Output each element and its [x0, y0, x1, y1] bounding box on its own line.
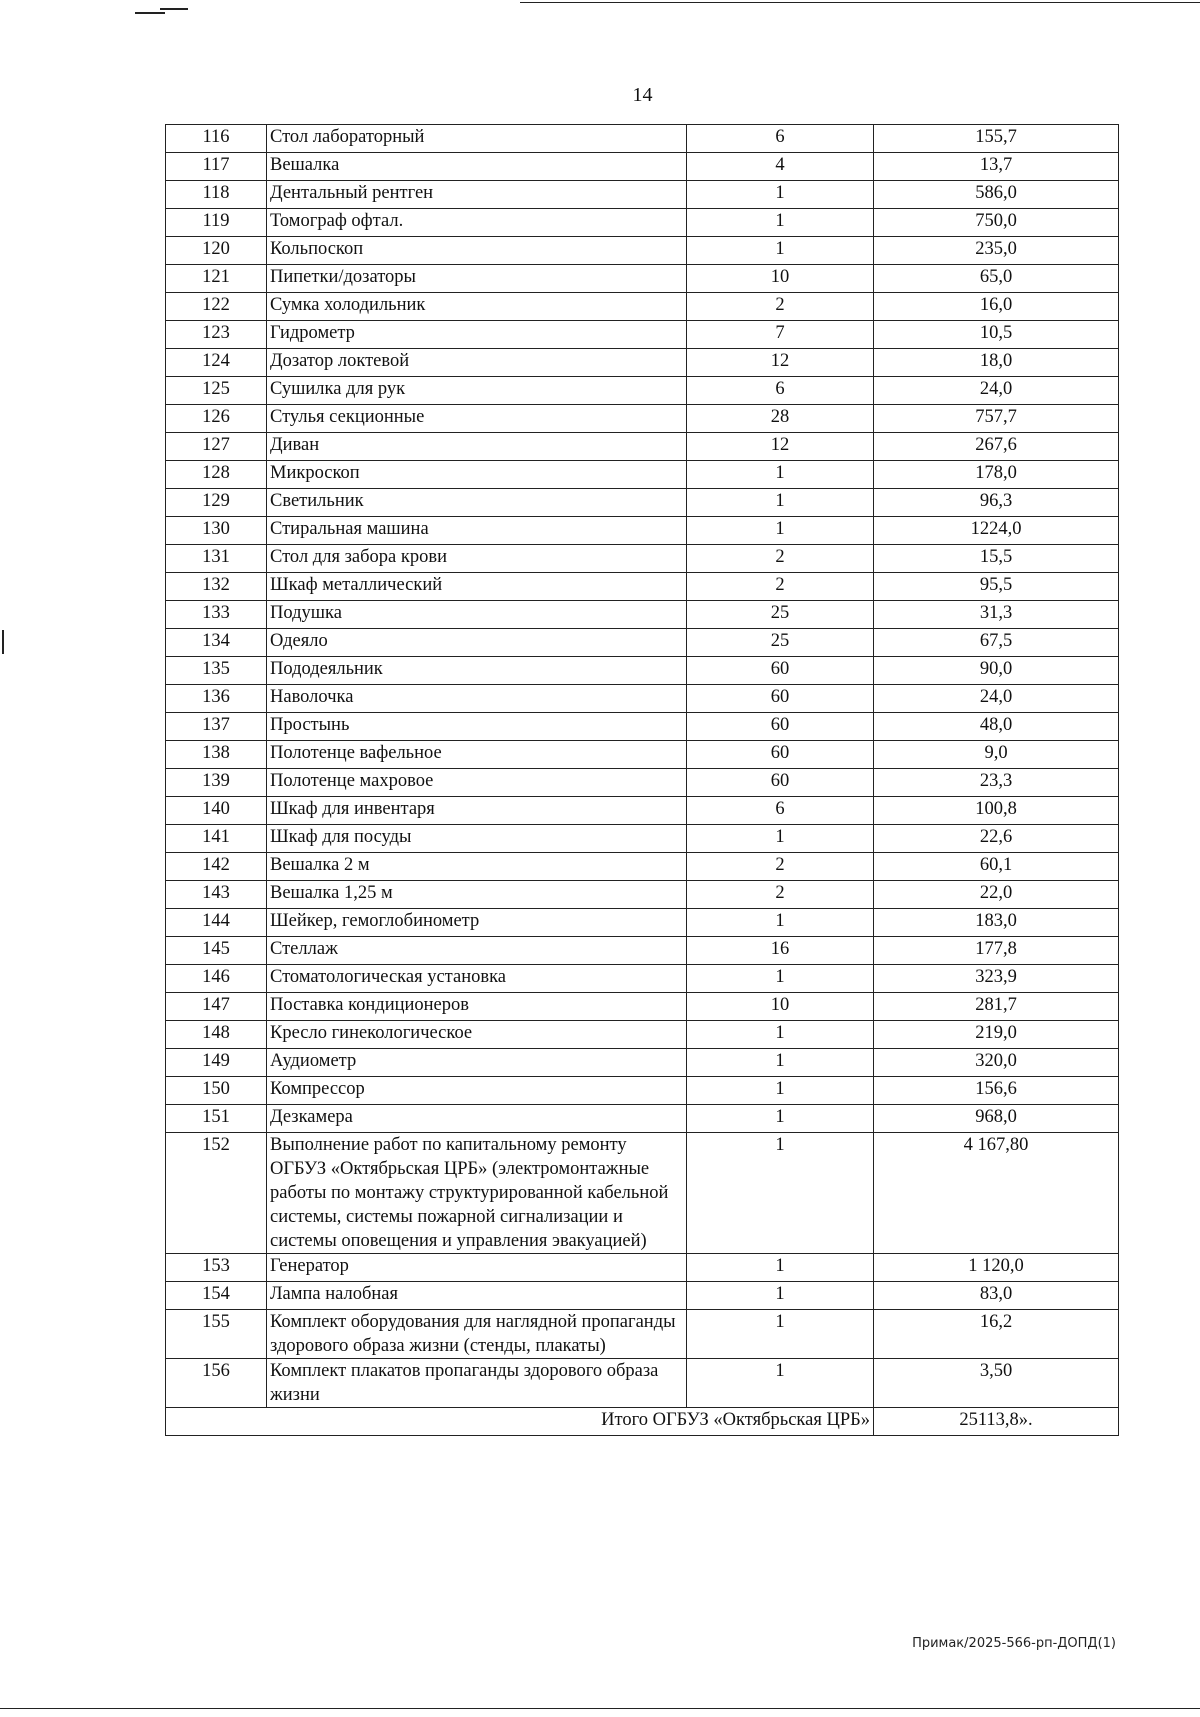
item-sum: 3,50: [874, 1359, 1119, 1408]
item-name: Микроскоп: [267, 461, 687, 489]
row-number: 155: [166, 1310, 267, 1359]
item-quantity: 1: [687, 1359, 874, 1408]
item-sum: 323,9: [874, 965, 1119, 993]
item-sum: 22,6: [874, 825, 1119, 853]
item-quantity: 1: [687, 1077, 874, 1105]
row-number: 143: [166, 881, 267, 909]
row-number: 124: [166, 349, 267, 377]
item-name: Выполнение работ по капитальному ремонту ОГБУЗ «Октябрьская ЦРБ» (электромонтажные работы по монтажу структурированной кабельной системы, системы пожарной сигнализации и системы оповещения и управления эвакуацией): [267, 1133, 687, 1254]
item-quantity: 6: [687, 125, 874, 153]
item-sum: 1224,0: [874, 517, 1119, 545]
items-table-body: [166, 125, 1119, 1408]
row-number: 138: [166, 741, 267, 769]
table-row: [166, 293, 1119, 321]
item-name: Комплект плакатов пропаганды здорового образа жизни: [267, 1359, 687, 1408]
item-sum: 183,0: [874, 909, 1119, 937]
item-sum: 9,0: [874, 741, 1119, 769]
item-name: Стулья секционные: [267, 405, 687, 433]
row-number: 133: [166, 601, 267, 629]
item-name: Подушка: [267, 601, 687, 629]
table-row: [166, 909, 1119, 937]
item-name: Гидрометр: [267, 321, 687, 349]
item-name: Томограф офтал.: [267, 209, 687, 237]
total-sum: 25113,8».: [874, 1408, 1119, 1436]
table-row: [166, 461, 1119, 489]
table-row: [166, 405, 1119, 433]
item-name: Вешалка 2 м: [267, 853, 687, 881]
item-name: Полотенце вафельное: [267, 741, 687, 769]
row-number: 127: [166, 433, 267, 461]
row-number: 141: [166, 825, 267, 853]
item-sum: 10,5: [874, 321, 1119, 349]
row-number: 129: [166, 489, 267, 517]
item-sum: 320,0: [874, 1049, 1119, 1077]
item-sum: 1 120,0: [874, 1254, 1119, 1282]
item-quantity: 1: [687, 461, 874, 489]
item-name: Генератор: [267, 1254, 687, 1282]
item-sum: 22,0: [874, 881, 1119, 909]
scan-mark-left-edge: [2, 630, 4, 654]
item-quantity: 28: [687, 405, 874, 433]
row-number: 132: [166, 573, 267, 601]
item-name: Наволочка: [267, 685, 687, 713]
row-number: 151: [166, 1105, 267, 1133]
row-number: 140: [166, 797, 267, 825]
item-sum: 60,1: [874, 853, 1119, 881]
row-number: 130: [166, 517, 267, 545]
item-quantity: 7: [687, 321, 874, 349]
item-quantity: 1: [687, 1049, 874, 1077]
table-row: [166, 349, 1119, 377]
row-number: 150: [166, 1077, 267, 1105]
row-number: 118: [166, 181, 267, 209]
item-quantity: 60: [687, 685, 874, 713]
scan-mark-top-right: [520, 2, 1200, 3]
item-quantity: 2: [687, 545, 874, 573]
item-name: Шкаф для инвентаря: [267, 797, 687, 825]
item-sum: 23,3: [874, 769, 1119, 797]
item-sum: 95,5: [874, 573, 1119, 601]
table-row: [166, 1310, 1119, 1359]
item-sum: 24,0: [874, 685, 1119, 713]
item-name: Стоматологическая установка: [267, 965, 687, 993]
item-sum: 16,0: [874, 293, 1119, 321]
row-number: 125: [166, 377, 267, 405]
item-name: Стеллаж: [267, 937, 687, 965]
items-table: [165, 124, 1119, 1436]
item-quantity: 1: [687, 1282, 874, 1310]
table-row: [166, 517, 1119, 545]
table-row: [166, 853, 1119, 881]
item-sum: 24,0: [874, 377, 1119, 405]
table-row: [166, 601, 1119, 629]
item-quantity: 60: [687, 741, 874, 769]
item-sum: 15,5: [874, 545, 1119, 573]
item-sum: 100,8: [874, 797, 1119, 825]
row-number: 123: [166, 321, 267, 349]
scan-mark-top-left-short: [160, 8, 188, 10]
item-quantity: 10: [687, 265, 874, 293]
row-number: 126: [166, 405, 267, 433]
row-number: 139: [166, 769, 267, 797]
item-name: Полотенце махровое: [267, 769, 687, 797]
item-name: Простынь: [267, 713, 687, 741]
item-sum: 31,3: [874, 601, 1119, 629]
row-number: 135: [166, 657, 267, 685]
item-sum: 155,7: [874, 125, 1119, 153]
table-row: [166, 1133, 1119, 1254]
row-number: 122: [166, 293, 267, 321]
table-row: [166, 1077, 1119, 1105]
row-number: 134: [166, 629, 267, 657]
item-sum: 13,7: [874, 153, 1119, 181]
item-name: Поставка кондиционеров: [267, 993, 687, 1021]
item-sum: 219,0: [874, 1021, 1119, 1049]
item-quantity: 12: [687, 349, 874, 377]
table-row: [166, 937, 1119, 965]
page-number: 14: [632, 84, 653, 106]
item-sum: 177,8: [874, 937, 1119, 965]
item-name: Светильник: [267, 489, 687, 517]
row-number: 116: [166, 125, 267, 153]
item-quantity: 2: [687, 853, 874, 881]
item-sum: 156,6: [874, 1077, 1119, 1105]
item-sum: 178,0: [874, 461, 1119, 489]
item-name: Шейкер, гемоглобинометр: [267, 909, 687, 937]
item-name: Шкаф для посуды: [267, 825, 687, 853]
table-row: [166, 1359, 1119, 1408]
item-sum: 4 167,80: [874, 1133, 1119, 1254]
table-row: [166, 1105, 1119, 1133]
item-sum: 96,3: [874, 489, 1119, 517]
table-row: [166, 965, 1119, 993]
item-quantity: 1: [687, 237, 874, 265]
item-sum: 586,0: [874, 181, 1119, 209]
item-name: Дезкамера: [267, 1105, 687, 1133]
scan-mark-bottom: [0, 1708, 1200, 1709]
table-row: [166, 321, 1119, 349]
row-number: 156: [166, 1359, 267, 1408]
item-quantity: 4: [687, 153, 874, 181]
table-row: [166, 125, 1119, 153]
item-name: Лампа налобная: [267, 1282, 687, 1310]
item-name: Шкаф металлический: [267, 573, 687, 601]
row-number: 153: [166, 1254, 267, 1282]
table-row: [166, 489, 1119, 517]
row-number: 146: [166, 965, 267, 993]
row-number: 145: [166, 937, 267, 965]
item-name: Кольпоскоп: [267, 237, 687, 265]
item-quantity: 6: [687, 377, 874, 405]
item-name: Кресло гинекологическое: [267, 1021, 687, 1049]
table-row: [166, 153, 1119, 181]
table-row: [166, 545, 1119, 573]
row-number: 149: [166, 1049, 267, 1077]
item-sum: 90,0: [874, 657, 1119, 685]
item-quantity: 16: [687, 937, 874, 965]
row-number: 121: [166, 265, 267, 293]
item-quantity: 2: [687, 293, 874, 321]
item-name: Сушилка для рук: [267, 377, 687, 405]
item-quantity: 6: [687, 797, 874, 825]
item-name: Диван: [267, 433, 687, 461]
table-row: [166, 573, 1119, 601]
item-sum: 757,7: [874, 405, 1119, 433]
item-sum: 281,7: [874, 993, 1119, 1021]
item-name: Пододеяльник: [267, 657, 687, 685]
item-quantity: 2: [687, 573, 874, 601]
item-name: Компрессор: [267, 1077, 687, 1105]
item-sum: 968,0: [874, 1105, 1119, 1133]
row-number: 136: [166, 685, 267, 713]
item-sum: 235,0: [874, 237, 1119, 265]
item-quantity: 12: [687, 433, 874, 461]
row-number: 119: [166, 209, 267, 237]
item-sum: 267,6: [874, 433, 1119, 461]
item-quantity: 1: [687, 1105, 874, 1133]
item-name: Одеяло: [267, 629, 687, 657]
item-name: Аудиометр: [267, 1049, 687, 1077]
item-quantity: 1: [687, 1133, 874, 1254]
item-name: Комплект оборудования для наглядной пропаганды здорового образа жизни (стенды, плакаты): [267, 1310, 687, 1359]
item-sum: 48,0: [874, 713, 1119, 741]
item-name: Пипетки/дозаторы: [267, 265, 687, 293]
item-quantity: 10: [687, 993, 874, 1021]
table-row: [166, 741, 1119, 769]
table-row: [166, 265, 1119, 293]
item-sum: 67,5: [874, 629, 1119, 657]
row-number: 142: [166, 853, 267, 881]
item-quantity: 1: [687, 517, 874, 545]
item-name: Дентальный рентген: [267, 181, 687, 209]
document-code: Примак/2025-566-рп-ДОПД(1): [912, 1636, 1116, 1651]
item-name: Вешалка 1,25 м: [267, 881, 687, 909]
scan-mark-top-left: [135, 12, 165, 14]
item-quantity: 1: [687, 1021, 874, 1049]
item-sum: 750,0: [874, 209, 1119, 237]
table-row: [166, 881, 1119, 909]
item-name: Стиральная машина: [267, 517, 687, 545]
total-label: Итого ОГБУЗ «Октябрьская ЦРБ»: [166, 1408, 874, 1436]
item-sum: 65,0: [874, 265, 1119, 293]
item-quantity: 1: [687, 1254, 874, 1282]
table-row: [166, 797, 1119, 825]
item-name: Вешалка: [267, 153, 687, 181]
row-number: 117: [166, 153, 267, 181]
table-row: [166, 209, 1119, 237]
item-quantity: 1: [687, 965, 874, 993]
table-row: [166, 769, 1119, 797]
item-quantity: 1: [687, 1310, 874, 1359]
table-row: [166, 433, 1119, 461]
table-row: [166, 1254, 1119, 1282]
item-quantity: 2: [687, 881, 874, 909]
table-row: [166, 713, 1119, 741]
item-name: Стол лабораторный: [267, 125, 687, 153]
item-quantity: 1: [687, 181, 874, 209]
item-quantity: 60: [687, 769, 874, 797]
row-number: 137: [166, 713, 267, 741]
item-quantity: 25: [687, 601, 874, 629]
item-quantity: 1: [687, 209, 874, 237]
item-quantity: 60: [687, 713, 874, 741]
row-number: 152: [166, 1133, 267, 1254]
item-sum: 83,0: [874, 1282, 1119, 1310]
item-quantity: 1: [687, 825, 874, 853]
item-quantity: 1: [687, 909, 874, 937]
row-number: 148: [166, 1021, 267, 1049]
row-number: 144: [166, 909, 267, 937]
table-row: [166, 1049, 1119, 1077]
table-row: [166, 685, 1119, 713]
item-name: Стол для забора крови: [267, 545, 687, 573]
item-quantity: 1: [687, 489, 874, 517]
item-quantity: 25: [687, 629, 874, 657]
total-row: [166, 1408, 1119, 1436]
table-row: [166, 377, 1119, 405]
table-row: [166, 1282, 1119, 1310]
item-quantity: 60: [687, 657, 874, 685]
row-number: 147: [166, 993, 267, 1021]
item-name: Сумка холодильник: [267, 293, 687, 321]
item-sum: 18,0: [874, 349, 1119, 377]
table-row: [166, 181, 1119, 209]
table-row: [166, 825, 1119, 853]
item-sum: 16,2: [874, 1310, 1119, 1359]
table-row: [166, 657, 1119, 685]
row-number: 131: [166, 545, 267, 573]
table-row: [166, 993, 1119, 1021]
table-row: [166, 629, 1119, 657]
row-number: 120: [166, 237, 267, 265]
row-number: 128: [166, 461, 267, 489]
table-row: [166, 1021, 1119, 1049]
table-row: [166, 237, 1119, 265]
row-number: 154: [166, 1282, 267, 1310]
item-name: Дозатор локтевой: [267, 349, 687, 377]
